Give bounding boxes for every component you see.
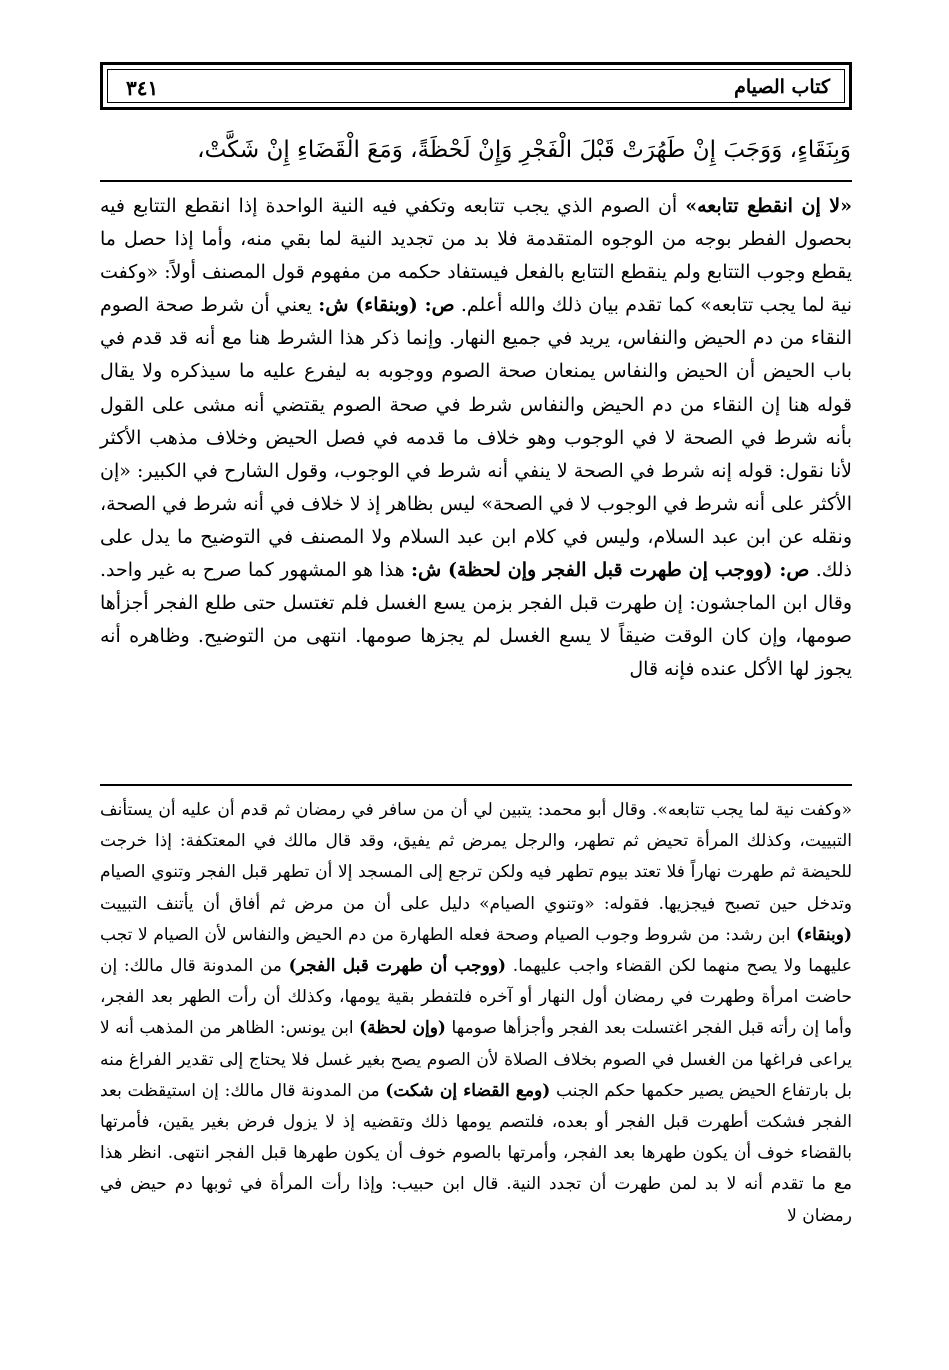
commentary-text: هذا هو المشهور كما صرح به غير واحد. وقال ابن الماجشون: إن طهرت قبل الفجر بزمن يسع الغسل فلم تغتسل حتى طلع الفجر أجزأها صومها، وإن كان الوقت ضيقاً لا يسع الغسل لم يجزها صومها. انتهى من التوضيح. وظاهره أنه يجوز لها الأكل عنده فإنه قال (100, 559, 852, 681)
section-label: ص: (وبنقاء) (355, 294, 455, 317)
footnote-text: ابن يونس: الظاهر من المذهب أنه لا يراعى فراغها من الغسل في الصوم بخلاف الصلاة لأن الصوم يصح بغير غسل فلا يحتاج إلى تقدير الفراغ منه بل بارتفاع الحيض يصير حكمها حكم الجنب (100, 1018, 852, 1101)
commentary-text: أن الصوم الذي يجب تتابعه وتكفي فيه النية الواحدة إذا انقطع التتابع فيه بحصول الفطر بوجه من الوجوه المتقدمة فلا بد من تجديد النية لما بقي منه، وأما إذا حصل ما يقطع وجوب التتابع ولم ينقطع التتابع بالفعل فيستفاد حكمه من مفهوم قول المصنف أولاً: «وكفت نية لما يجب تتابعه» كما تقدم بيان ذلك والله أعلم. (100, 195, 852, 317)
sharh-label: ش: (318, 294, 356, 317)
footnote-paragraph (100, 795, 852, 1232)
commentary-paragraph (100, 190, 852, 686)
section-label: ص: (ووجب إن طهرت قبل الفجر وإن لحظة) ش: (410, 559, 810, 582)
footnote-label: (ووجب أن طهرت قبل الفجر) (288, 956, 507, 977)
commentary-text: يعني أن شرط صحة الصوم النقاء من دم الحيض والنفاس، يريد في جميع النهار. وإنما ذكر هذا الشرط هنا مع أنه قد قدم في باب الحيض أن الحيض والنفاس يمنعان صحة الصوم ووجوبه به ليفرع عليه ما سيذكره ولا يقال قوله هنا إن النقاء من دم الحيض والنفاس شرط في صحة الصوم يقتضي أنه مشى على القول بأنه شرط في الصحة لا في الوجوب وهو خلاف ما قدمه في فصل الحيض وخلاف مذهب الأكثر لأنا نقول: قوله إنه شرط في الصحة لا ينفي أنه شرط في الوجوب، وقول الشارح في الكبير: «إن الأكثر على أنه شرط في الوجوب لا في الصحة» ليس بظاهر إذ لا خلاف في أنه شرط في الصحة، ونقله عن ابن عبد السلام، وليس في كلام ابن عبد السلام ولا المصنف في التوضيح ما يدل على ذلك. (100, 294, 852, 582)
footnote-body (100, 795, 852, 1232)
book-title: كتاب الصيام (734, 76, 830, 98)
matn-text: وَبِنَقَاءٍ، وَوَجَبَ إِنْ طَهُرَتْ قَبْلَ الْفَجْرِ وَإِنْ لَحْظَةً، وَمَعَ الْقَضَاءِ إِنْ شَكَّتْ، (197, 137, 851, 163)
footnote-text: «وكفت نية لما يجب تتابعه». وقال أبو محمد: يتبين لي أن من سافر في رمضان ثم قدم أن عليه أن يستأنف التبييت، وكذلك المرأة تحيض ثم تطهر، والرجل يمرض ثم يفيق، وقد قال مالك في المعتكفة: إذا خرجت للحيضة ثم طهرت نهاراً فلا تعتد بيوم تطهر فيه ولكن ترجع إلى المسجد إلا أن تطهر قبل الفجر وتنوي الصيام وتدخل حين تصبح فيجزيها. فقوله: «وتنوي الصيام» دليل على أن من مرض ثم أفاق أن يأتنف التبييت (100, 800, 852, 914)
footnote-text: من المدونة قال مالك: إن حاضت امرأة وطهرت في رمضان أول النهار أو آخره فلتفطر بقية يومها، وكذلك أن رأت الطهر بعد الفجر، وأما إن رأته قبل الفجر اغتسلت بعد الفجر وأجزأها صومها (100, 956, 852, 1039)
footnote-text: ابن رشد: من شروط وجوب الصيام وصحة فعله الطهارة من دم الحيض والنفاس لأن الصيام لا تجب عليهما ولا يصح منهما لكن القضاء واجب عليهما. (100, 924, 853, 977)
page-number: ٣٤١ (126, 76, 159, 100)
footnote-label: (وبنقاء) (796, 924, 852, 945)
footnote-label: (وإن لحظة) (359, 1018, 446, 1039)
running-header (100, 62, 852, 110)
divider-top (100, 180, 852, 182)
commentary-body (100, 190, 852, 686)
footnote-label: (ومع القضاء إن شكت) (385, 1080, 551, 1101)
footnote-text: من المدونة قال مالك: إن استيقظت بعد الفجر فشكت أطهرت قبل الفجر أو بعده، فلتصم يومها ذلك وتقضيه إذ لا يزول فرض بغير يقين، فأمرتها بالقضاء خوف أن يكون طهرها بعد الفجر، وأمرتها بالصوم خوف أن يكون طهرها قبل الفجر انتهى. انظر هذا مع ما تقدم أنه لا بد لمن طهرت أن تجدد النية. قال ابن حبيب: وإذا رأت المرأة في ثوبها دم حيض في رمضان لا (100, 1080, 852, 1226)
header-inner-frame (107, 69, 845, 103)
quote-phrase: «لا إن انقطع تتابعه» (685, 195, 852, 217)
divider-bottom (100, 784, 852, 786)
